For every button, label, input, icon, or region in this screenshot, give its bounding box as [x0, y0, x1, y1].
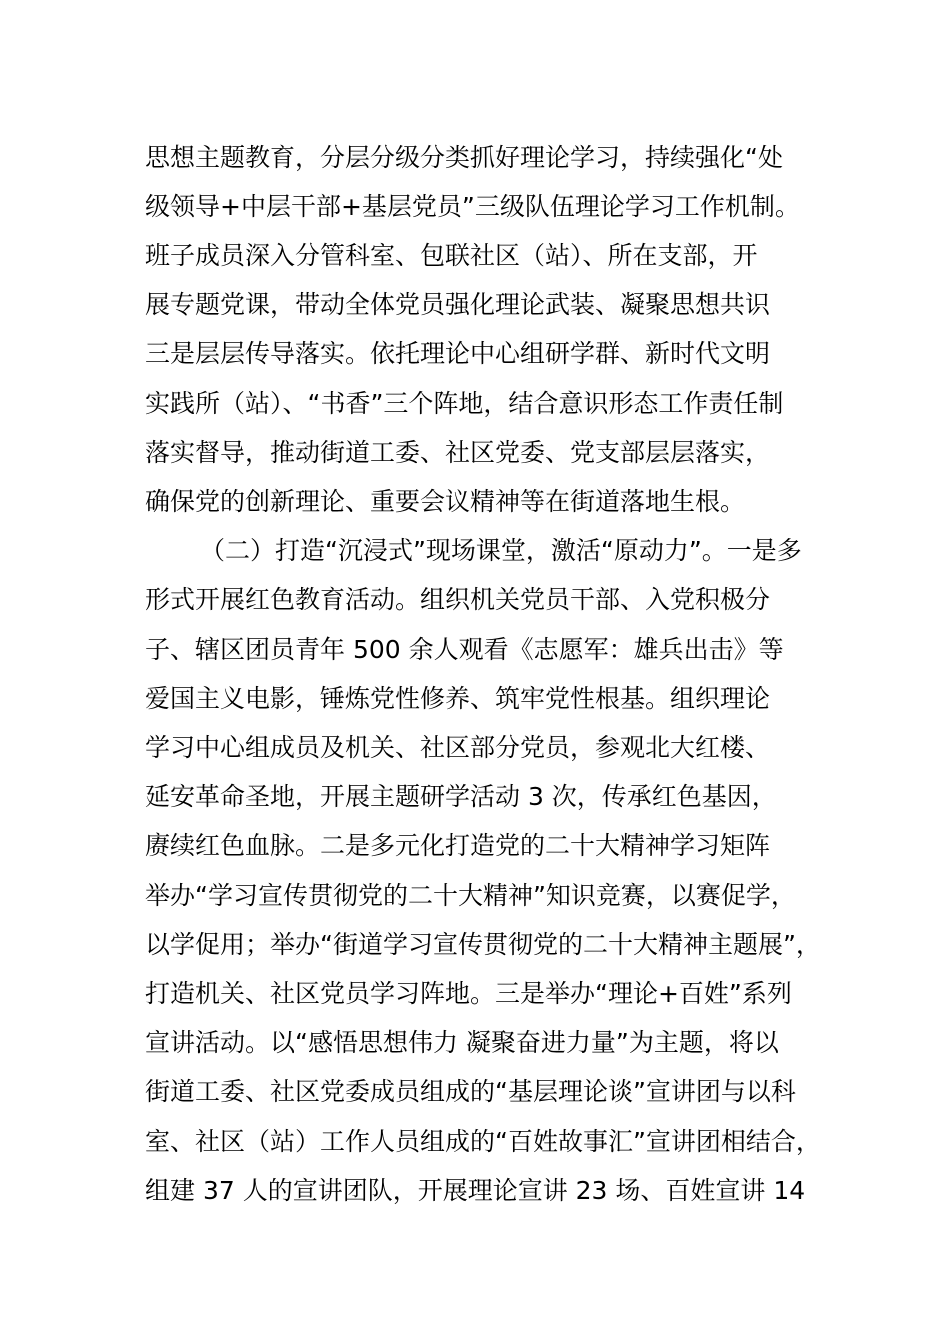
text-line: 展专题党课，带动全体党员强化理论武装、凝聚思想共识: [145, 290, 771, 319]
text-line: 三是层层传导落实。依托理论中心组研学群、新时代文明: [145, 339, 771, 368]
text-line: 宣讲活动。以“感悟思想伟力 凝聚奋进力量”为主题，将以: [145, 1028, 779, 1057]
text-line: 爱国主义电影，锤炼党性修养、筑牢党性根基。组织理论: [145, 684, 771, 713]
text-line: 确保党的创新理论、重要会议精神等在街道落地生根。: [145, 487, 746, 516]
text-line: 赓续红色血脉。二是多元化打造党的二十大精神学习矩阵: [145, 831, 771, 860]
text-line: 街道工委、社区党委成员组成的“基层理论谈”宣讲团与以科: [145, 1077, 796, 1106]
text-line: 组建 37 人的宣讲团队，开展理论宣讲 23 场、百姓宣讲 14: [145, 1176, 806, 1205]
paragraph-heading: （二）打造“沉浸式”现场课堂，激活“原动力”。一是多: [200, 536, 802, 565]
text-line: 子、辖区团员青年 500 余人观看《志愿军：雄兵出击》等: [145, 635, 784, 664]
text-line: 打造机关、社区党员学习阵地。三是举办“理论+百姓”系列: [145, 979, 792, 1008]
text-line: 室、社区（站）工作人员组成的“百姓故事汇”宣讲团相结合，: [145, 1127, 821, 1156]
text-line: 学习中心组成员及机关、社区部分党员，参观北大红楼、: [145, 733, 771, 762]
text-line: 形式开展红色教育活动。组织机关党员干部、入党积极分: [145, 585, 771, 614]
text-line: 实践所（站）、“书香”三个阵地，结合意识形态工作责任制: [145, 389, 784, 418]
text-line: 级领导+中层干部+基层党员”三级队伍理论学习工作机制。: [145, 192, 800, 221]
text-line: 落实督导，推动街道工委、社区党委、党支部层层落实，: [145, 438, 771, 467]
text-line: 班子成员深入分管科室、包联社区（站）、所在支部，开: [145, 241, 758, 270]
text-line: 思想主题教育，分层分级分类抓好理论学习，持续强化“处: [145, 143, 783, 172]
text-line: 以学促用；举办“街道学习宣传贯彻党的二十大精神主题展”，: [145, 930, 821, 959]
text-line: 延安革命圣地，开展主题研学活动 3 次，传承红色基因，: [145, 782, 777, 811]
text-line: 举办“学习宣传贯彻党的二十大精神”知识竞赛，以赛促学，: [145, 881, 796, 910]
